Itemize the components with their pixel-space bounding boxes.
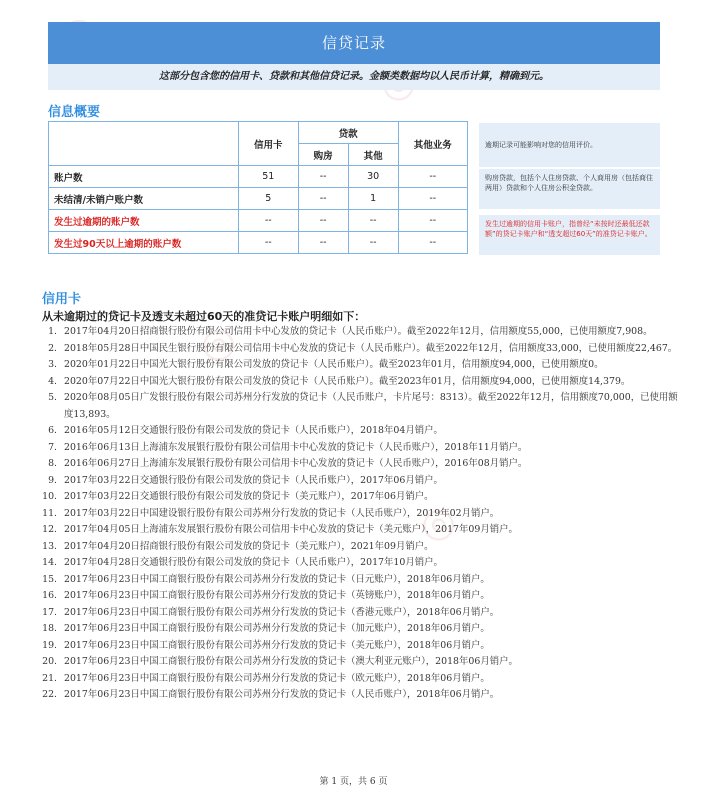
list-item: 21. 2017年06月23日中国工商银行股份有限公司苏州分行发放的贷记卡（欧元账户），2018年06月销户。	[60, 671, 680, 688]
table-cell: 5	[238, 188, 298, 210]
list-item: 3. 2020年01月22日中国光大银行股份有限公司发放的贷记卡（人民币账户）。截至2023年01月，信用额度94,000，已使用额度0。	[60, 357, 680, 374]
header-housing: 购房	[298, 144, 348, 166]
table-row	[49, 188, 468, 210]
list-item: 22. 2017年06月23日中国工商银行股份有限公司苏州分行发放的贷记卡（人民币账户），2018年06月销户。	[60, 687, 680, 704]
list-item: 10. 2017年03月22日交通银行股份有限公司发放的贷记卡（美元账户），2017年06月销户。	[60, 489, 680, 506]
table-cell: 30	[348, 166, 398, 188]
header-loan: 贷款	[298, 122, 398, 144]
table-row	[49, 166, 468, 188]
credit-card-heading: 从未逾期过的贷记卡及透支未超过60天的准贷记卡账户明细如下：	[42, 310, 366, 323]
list-item: 15. 2017年06月23日中国工商银行股份有限公司苏州分行发放的贷记卡（日元账户），2018年06月销户。	[60, 572, 680, 589]
list-item: 19. 2017年06月23日中国工商银行股份有限公司苏州分行发放的贷记卡（美元账户），2018年06月销户。	[60, 638, 680, 655]
list-item: 16. 2017年06月23日中国工商银行股份有限公司苏州分行发放的贷记卡（英镑账户），2018年06月销户。	[60, 588, 680, 605]
list-item: 7. 2016年06月13日上海浦东发展银行股份有限公司信用卡中心发放的贷记卡（人民币账户），2018年11月销户。	[60, 440, 680, 457]
empty-header-cell	[49, 122, 239, 166]
list-item: 6. 2016年05月12日交通银行股份有限公司发放的贷记卡（人民币账户），2018年04月销户。	[60, 423, 680, 440]
overview-title: 信息概要	[48, 105, 101, 120]
credit-card-title: 信用卡	[42, 292, 82, 307]
header-credit-card: 信用卡	[238, 122, 298, 166]
table-cell: --	[238, 210, 298, 232]
header-other-loan: 其他	[348, 144, 398, 166]
table-cell: 51	[238, 166, 298, 188]
table-cell: --	[398, 166, 467, 188]
row-label: 发生过90天以上逾期的账户数	[49, 232, 239, 254]
list-item: 8. 2016年06月27日上海浦东发展银行股份有限公司信用卡中心发放的贷记卡（人民币账户），2016年08月销户。	[60, 456, 680, 473]
table-cell: --	[398, 232, 467, 254]
table-cell: --	[348, 232, 398, 254]
table-cell: --	[298, 188, 348, 210]
list-item: 20. 2017年06月23日中国工商银行股份有限公司苏州分行发放的贷记卡（澳大利亚元账户），2018年06月销户。	[60, 654, 680, 671]
table-cell: --	[298, 232, 348, 254]
list-item: 9. 2017年03月22日交通银行股份有限公司发放的贷记卡（人民币账户），2017年06月销户。	[60, 473, 680, 490]
section-banner: 信贷记录	[48, 22, 660, 64]
list-item: 14. 2017年04月28日交通银行股份有限公司发放的贷记卡（人民币账户），2017年10月销户。	[60, 555, 680, 572]
list-item: 2. 2018年05月28日中国民生银行股份有限公司信用卡中心发放的贷记卡（人民币账户）。截至2022年12月，信用额度33,000，已使用额度22,467。	[60, 341, 680, 358]
table-row	[49, 210, 468, 232]
table-cell: --	[298, 210, 348, 232]
row-label: 账户数	[49, 166, 239, 188]
list-item: 5. 2020年08月05日广发银行股份有限公司苏州分行发放的贷记卡（人民币账户，卡片尾号：8313）。截至2022年12月，信用额度70,000，已使用额度13,893。	[60, 390, 680, 423]
header-other-business: 其他业务	[398, 122, 467, 166]
overdue-account-note: 发生过逾期的信用卡账户，指曾经“未按时还最低还款额”的贷记卡账户和“透支超过60天”的准贷记卡账户。	[479, 215, 660, 255]
page-footer: 第 1 页，共 6 页	[319, 777, 388, 787]
table-cell: --	[398, 210, 467, 232]
housing-loan-note: 购房贷款，包括个人住房贷款、个人商用房（包括商住两用）贷款和个人住房公积金贷款。	[479, 169, 660, 209]
table-header-row	[49, 122, 468, 144]
table-cell: --	[298, 166, 348, 188]
list-item: 18. 2017年06月23日中国工商银行股份有限公司苏州分行发放的贷记卡（加元账户），2018年06月销户。	[60, 621, 680, 638]
list-item: 1. 2017年04月20日招商银行股份有限公司信用卡中心发放的贷记卡（人民币账户）。截至2022年12月，信用额度55,000，已使用额度7,908。	[60, 324, 680, 341]
table-cell: --	[348, 210, 398, 232]
table-cell: --	[238, 232, 298, 254]
list-item: 11. 2017年03月22日中国建设银行股份有限公司苏州分行发放的贷记卡（人民币账户），2019年02月销户。	[60, 506, 680, 523]
list-item: 4. 2020年07月22日中国光大银行股份有限公司发放的贷记卡（人民币账户）。截至2023年01月，信用额度94,000，已使用额度14,379。	[60, 374, 680, 391]
overdue-note: 逾期记录可能影响对您的信用评价。	[479, 123, 660, 167]
credit-card-list	[42, 324, 680, 704]
table-cell: 1	[348, 188, 398, 210]
watermark-seal: ◎	[191, 314, 244, 372]
row-label: 发生过逾期的账户数	[49, 210, 239, 232]
table-row	[49, 232, 468, 254]
list-item: 12. 2017年04月05日上海浦东发展银行股份有限公司信用卡中心发放的贷记卡（美元账户），2017年09月销户。	[60, 522, 680, 539]
watermark-seal: ◎	[411, 494, 464, 552]
section-description: 这部分包含您的信用卡、贷款和其他信贷记录。金额类数据均以人民币计算，精确到元。	[48, 64, 660, 90]
list-item: 13. 2017年04月20日招商银行股份有限公司发放的贷记卡（美元账户），2021年09月销户。	[60, 539, 680, 556]
overview-table	[48, 121, 468, 254]
row-label: 未结清/未销户账户数	[49, 188, 239, 210]
table-cell: --	[398, 188, 467, 210]
list-item: 17. 2017年06月23日中国工商银行股份有限公司苏州分行发放的贷记卡（香港元账户），2018年06月销户。	[60, 605, 680, 622]
